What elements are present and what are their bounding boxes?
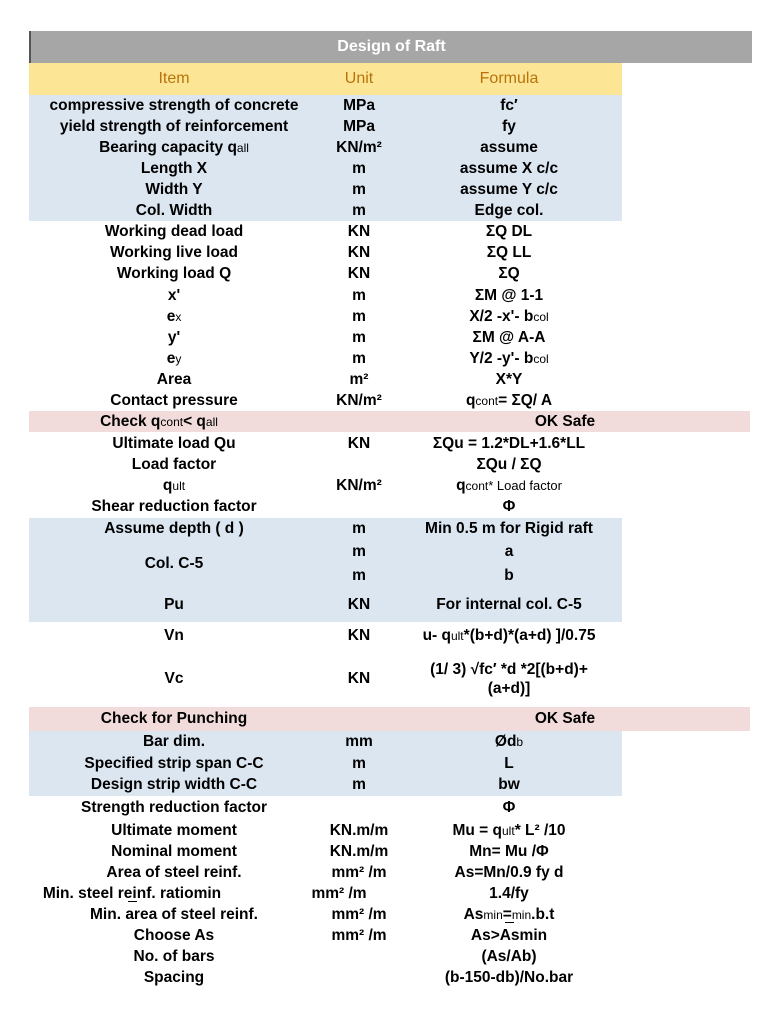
row-unit: KN/m²: [336, 476, 382, 494]
row-unit: KN.m/m: [329, 842, 389, 860]
table-row: [29, 946, 622, 967]
table-row: [29, 348, 622, 369]
row-formula: assume Y c/c: [460, 180, 558, 198]
table-row: [29, 518, 622, 540]
header-item: Item: [158, 70, 190, 87]
row-formula: As min = min .b.t: [409, 904, 609, 925]
row-formula: Φ: [502, 498, 516, 515]
row-item: e y: [166, 349, 182, 367]
row-item: Min. area of steel reinf.: [90, 905, 258, 923]
row-unit: mm² /m: [331, 905, 387, 923]
row-item: x': [167, 286, 181, 304]
table-row: [29, 327, 622, 348]
table-row: [29, 390, 622, 411]
row-item: Strength reduction factor: [80, 798, 267, 816]
row-formula: ΣM @ A-A: [472, 328, 546, 346]
row-item: Check q cont < q all: [100, 412, 218, 430]
row-unit: [309, 967, 409, 988]
table-row: [29, 95, 622, 116]
row-item: Pu: [164, 596, 184, 613]
row-item: Bearing capacity q all: [99, 138, 249, 156]
table-header: [29, 63, 622, 95]
row-item: e x: [166, 307, 182, 325]
row-formula: q cont = ΣQ/ A: [465, 391, 553, 409]
row-item: Width Y: [145, 180, 203, 198]
table-row: [29, 496, 622, 518]
row-unit: [309, 411, 409, 432]
row-formula: ΣQ LL: [486, 243, 532, 261]
table-row: [29, 179, 622, 200]
row-unit: KN: [347, 670, 371, 687]
row-unit: mm: [345, 733, 373, 750]
table-title: Design of Raft: [29, 31, 752, 63]
row-item: Assume depth ( d ): [104, 520, 244, 537]
row-formula: q cont * Load factor: [456, 476, 562, 494]
row-formula: (b-150-db)/No.bar: [444, 968, 574, 986]
row-formula: bw: [498, 776, 520, 793]
table-row: [29, 862, 622, 883]
row-unit: m: [352, 180, 366, 198]
row-item: Area: [156, 370, 192, 388]
row-item: yield strength of reinforcement: [59, 117, 289, 135]
row-formula: fc′: [500, 96, 518, 114]
row-item: Vn: [164, 627, 184, 644]
row-unit: [309, 496, 409, 518]
row-unit: [309, 707, 409, 731]
table-row: [29, 540, 622, 588]
row-formula: As=Mn/0.9 fy d: [454, 863, 564, 881]
table-row: [29, 263, 622, 284]
table-row: [29, 116, 622, 137]
table-row: [29, 753, 622, 774]
row-formula: assume: [480, 138, 538, 156]
row-unit: KN: [347, 434, 371, 452]
row-item: Min. steel reinf. ratio min: [2, 883, 262, 904]
table-row: [29, 200, 622, 221]
row-item: compressive strength of concrete: [49, 96, 299, 114]
row-formula: Y/2 -y'- b col: [469, 349, 549, 367]
status-badge: OK Safe: [534, 412, 596, 430]
row-item: Contact pressure: [110, 391, 238, 409]
table-row: [29, 433, 622, 454]
row-unit: mm² /m: [331, 863, 387, 881]
row-item: Working load Q: [116, 264, 232, 282]
row-formula: Φ: [502, 798, 516, 816]
row-item: Specified strip span C-C: [84, 754, 264, 772]
row-unit: m: [352, 567, 366, 584]
row-item: Choose As: [133, 926, 215, 944]
row-unit: KN.m/m: [329, 821, 389, 839]
row-formula: X*Y: [495, 370, 523, 388]
row-unit: [309, 946, 409, 967]
row-formula: As>Asmin: [470, 926, 548, 944]
row-formula: ΣM @ 1-1: [474, 286, 544, 304]
row-item: Design strip width C-C: [90, 776, 258, 793]
row-item: y': [167, 328, 181, 346]
table-row: [29, 221, 622, 242]
row-unit: m²: [349, 370, 369, 388]
row-unit: m: [352, 201, 366, 219]
row-unit: m: [352, 159, 366, 177]
table-row: [29, 137, 622, 158]
row-unit: MPa: [343, 117, 375, 135]
header-formula: Formula: [479, 70, 539, 87]
row-formula: (1/ 3) √fc′ *d *2[(b+d)+ (a+d)]: [430, 661, 588, 697]
table-row: [29, 158, 622, 179]
row-formula: ΣQ: [498, 264, 520, 282]
row-formula: ΣQ DL: [485, 222, 533, 240]
row-formula: fy: [502, 117, 516, 135]
row-item: No. of bars: [133, 947, 215, 965]
table-row: [29, 285, 622, 306]
table-row: [29, 306, 622, 327]
table-row: [29, 369, 622, 390]
row-formula: Mn= Mu /Φ: [469, 842, 549, 860]
table-row: [29, 622, 622, 650]
row-item: Length X: [140, 159, 208, 177]
row-formula: Ød b: [494, 733, 524, 750]
row-formula: 1.4/fy: [489, 884, 529, 902]
row-unit: KN: [347, 596, 371, 613]
table-row: [29, 967, 622, 988]
row-unit: mm² /m: [331, 926, 387, 944]
row-formula: Min 0.5 m for Rigid raft: [425, 520, 593, 537]
table-row: [29, 904, 622, 925]
row-formula: ΣQu = 1.2*DL+1.6*LL: [432, 434, 586, 452]
row-formula: For internal col. C-5: [436, 596, 582, 613]
row-item: Load factor: [131, 455, 217, 473]
row-item: Spacing: [143, 968, 205, 986]
status-badge: OK Safe: [534, 710, 596, 727]
row-item: Vc: [164, 670, 184, 687]
table-row: [29, 925, 622, 946]
row-unit: m: [352, 754, 366, 772]
row-formula: (As/Ab): [481, 947, 537, 965]
row-unit: m: [352, 543, 366, 560]
row-unit: MPa: [343, 96, 375, 114]
row-formula: L: [504, 754, 514, 772]
row-item: Ultimate moment: [111, 821, 237, 839]
row-formula: b: [504, 567, 514, 584]
row-unit: KN: [347, 243, 371, 261]
row-formula: u- q ult *(b+d)*(a+d) ]/0.75: [422, 627, 596, 644]
row-item: Col. Width: [135, 201, 213, 219]
row-unit: KN: [347, 627, 371, 644]
row-unit: m: [352, 328, 366, 346]
row-unit: [309, 454, 409, 475]
row-unit: [309, 797, 409, 818]
table-row: [29, 656, 622, 702]
table-row: [29, 588, 622, 622]
row-unit: mm² /m: [311, 884, 367, 902]
row-unit: KN: [347, 222, 371, 240]
row-formula: Mu = q ult * L² /10: [452, 821, 566, 839]
row-item: Working dead load: [104, 222, 244, 240]
table-row: [29, 883, 622, 904]
row-item: Col. C-5: [144, 555, 204, 572]
rho-symbol: [505, 902, 514, 923]
row-item: Nominal moment: [111, 842, 237, 860]
table-row: [29, 454, 622, 475]
row-item: Working live load: [109, 243, 239, 261]
rho-symbol: [128, 881, 137, 902]
row-item: Area of steel reinf.: [106, 863, 242, 881]
row-formula: X/2 -x'- b col: [469, 307, 549, 325]
table-row: [29, 797, 622, 818]
row-item: q ult: [162, 476, 186, 494]
row-unit: KN/m²: [336, 138, 382, 156]
row-item: Check for Punching: [100, 710, 248, 727]
row-formula: assume X c/c: [459, 159, 559, 177]
table-row: [29, 841, 622, 862]
table-row: [29, 820, 622, 841]
row-item: Shear reduction factor: [91, 498, 257, 515]
table-row: [29, 475, 622, 496]
row-unit: m: [352, 307, 366, 325]
row-unit: m: [352, 286, 366, 304]
row-unit: KN: [347, 264, 371, 282]
table-row: [29, 774, 622, 796]
table-row: [29, 242, 622, 263]
row-item: Bar dim.: [142, 733, 205, 750]
row-formula: ΣQu / ΣQ: [476, 455, 542, 473]
check-row: [29, 707, 750, 731]
row-formula: a: [504, 543, 514, 560]
row-formula: Edge col.: [474, 201, 544, 219]
row-unit: m: [352, 520, 366, 537]
row-unit: KN/m²: [336, 391, 382, 409]
row-item: Ultimate load Qu: [112, 434, 236, 452]
check-row: [29, 411, 750, 432]
row-unit: m: [352, 349, 366, 367]
header-unit: Unit: [344, 70, 374, 87]
row-unit: m: [352, 776, 366, 793]
table-row: [29, 731, 622, 753]
